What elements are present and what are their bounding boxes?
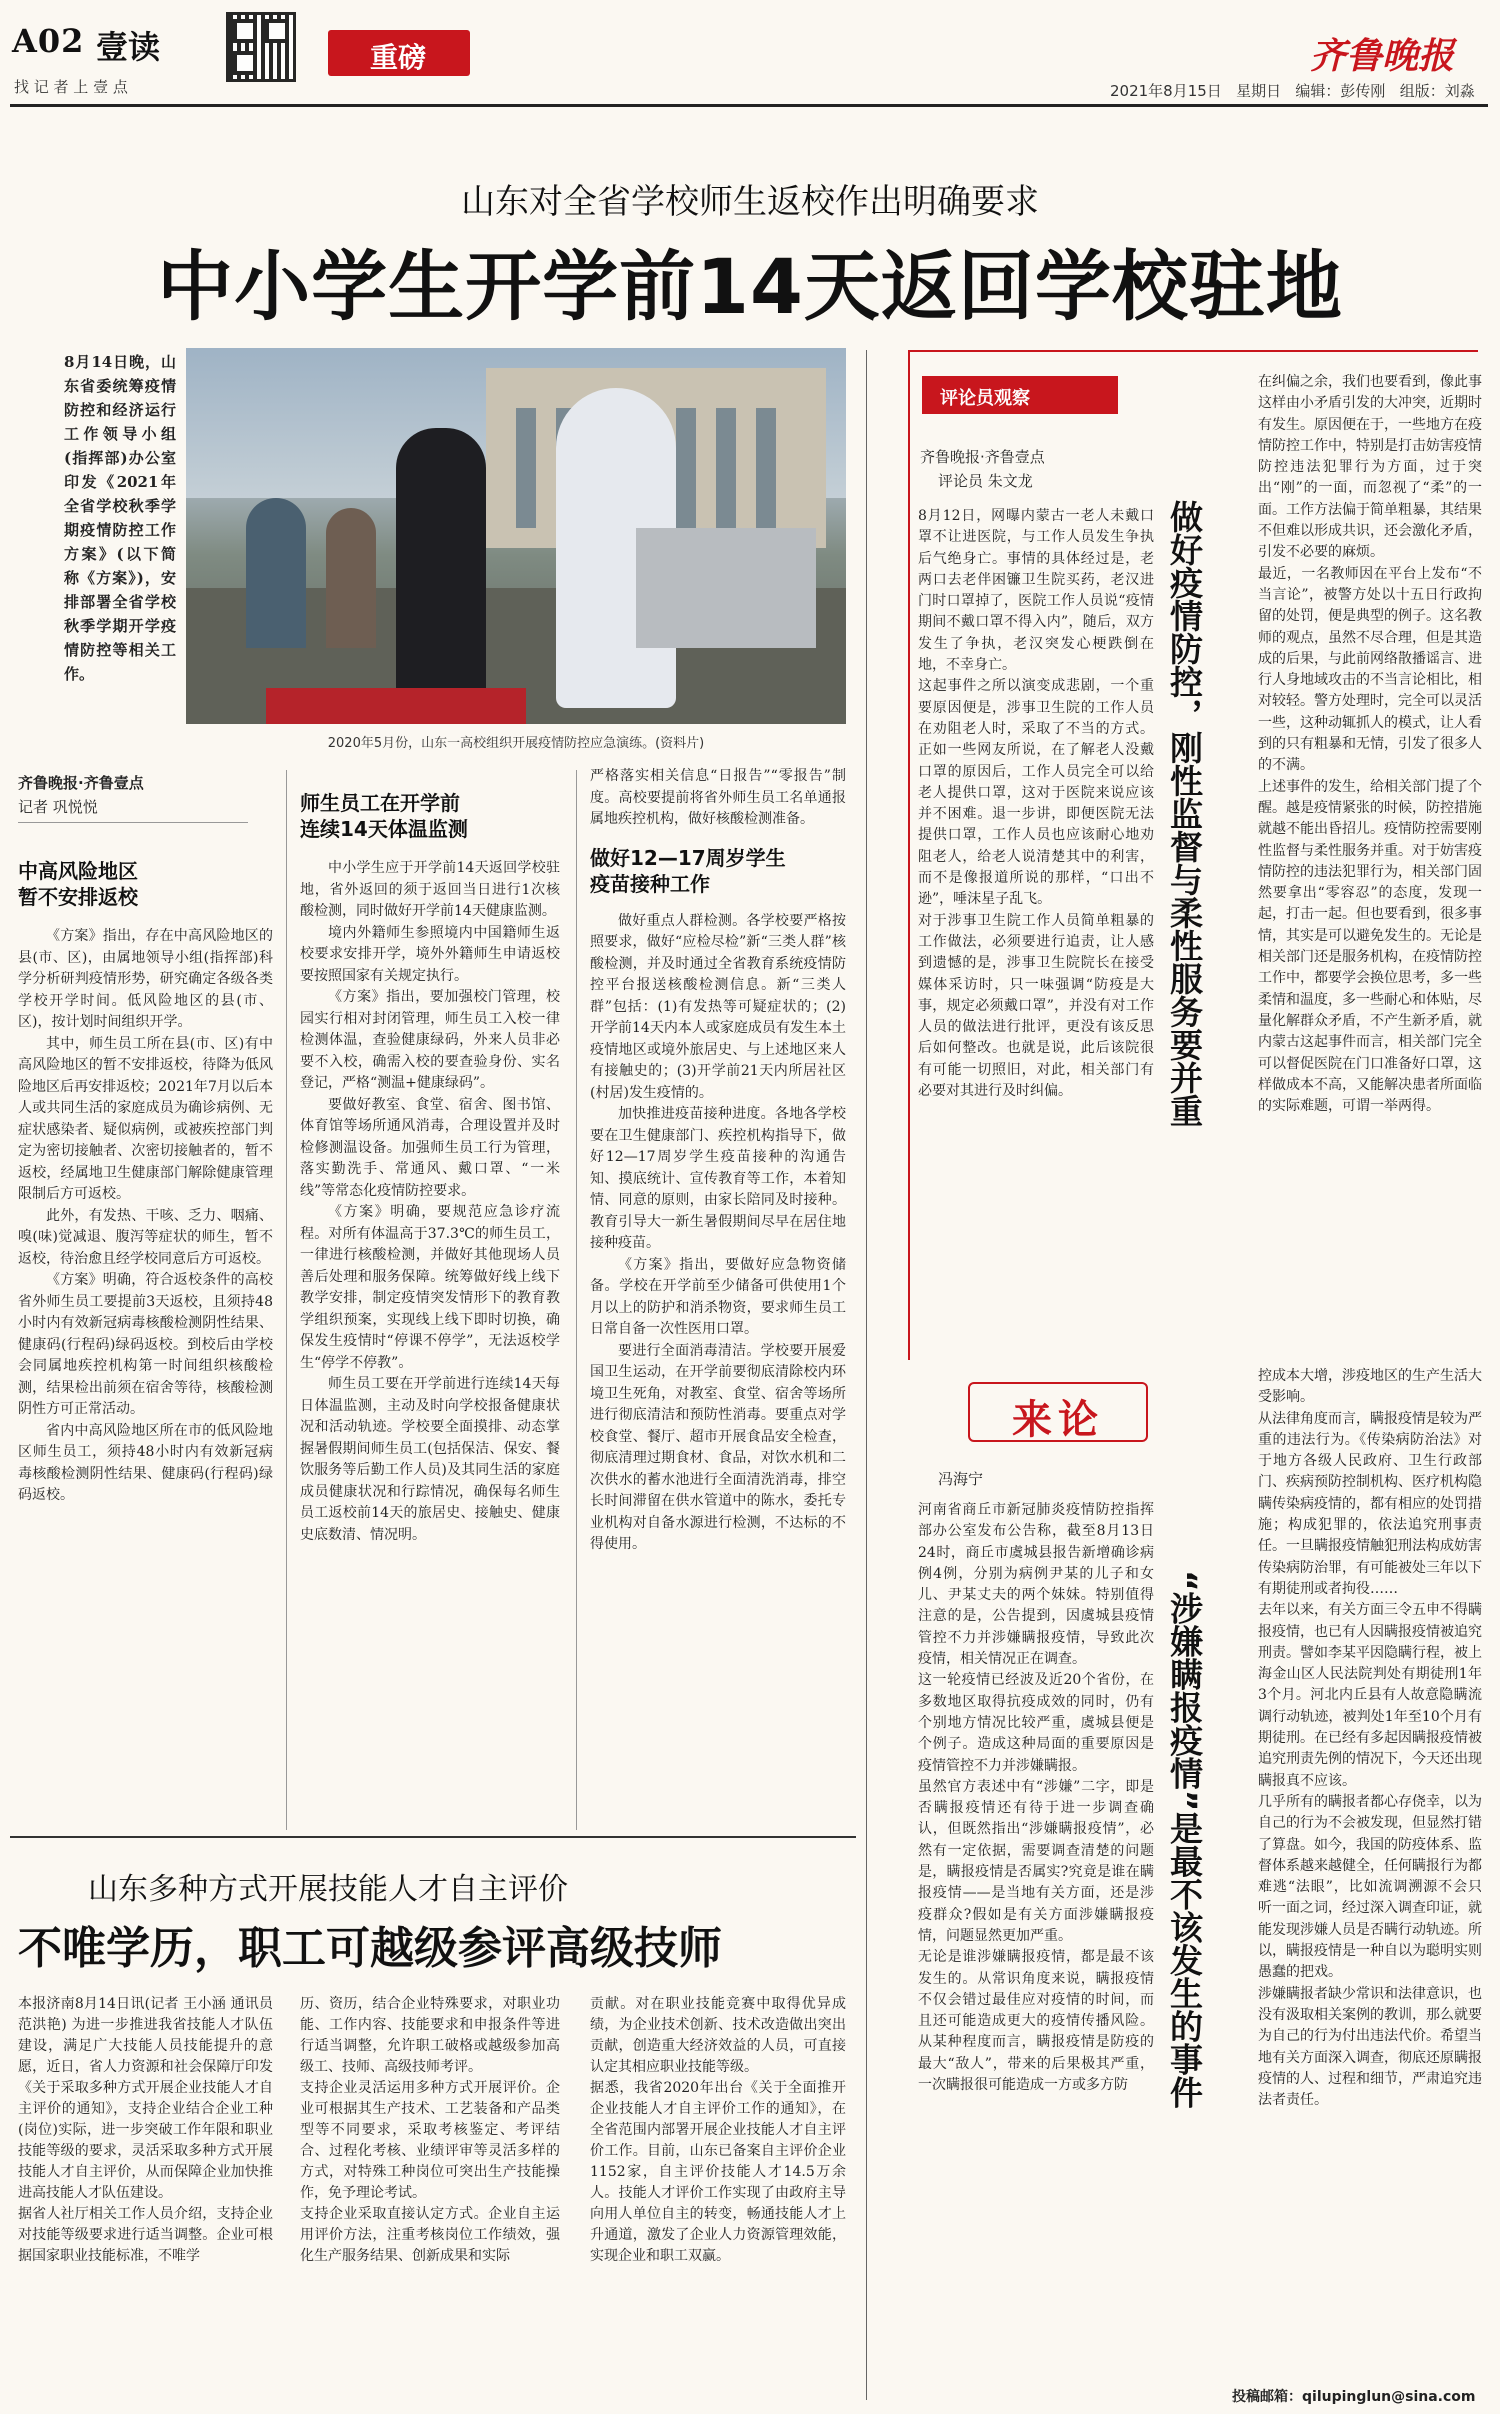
paragraph: 《方案》指出，要加强校门管理，校园实行相对封闭管理，师生员工入校一律检测体温，查验健康绿码，外来人员非必要不入校，确需入校的要查验身份、实名登记，严格“测温+健康绿码”。 bbox=[300, 989, 560, 1091]
lailun-byline: 冯海宁 bbox=[938, 1470, 984, 1488]
byline-rule bbox=[18, 822, 248, 823]
page-divider bbox=[866, 350, 867, 2400]
lead-byline-1: 齐鲁晚报·齐鲁壹点 bbox=[18, 774, 144, 792]
header-rule bbox=[10, 104, 1488, 107]
skills-headline: 不唯学历，职工可越级参评高级技师 bbox=[18, 1923, 722, 1974]
lailun-contact: 投稿邮箱：qilupinglun@sina.com bbox=[1232, 2389, 1476, 2405]
paragraph: 省内中高风险地区所在市的低风险地区师生员工，须持48小时内有效新冠病毒核酸检测阴性结果、健康码(行程码)绿码返校。 bbox=[18, 1422, 273, 1503]
paragraph: 加快推进疫苗接种进度。各地各学校要在卫生健康部门、疾控机构指导下，做好12—17周岁学生疫苗接种的沟通告知、摸底统计、宣传教育等工作，本着知情、同意的原则，由家长陪同及时接种。教育引导大一新生暑假期间尽早在居住地接种疫苗。 bbox=[590, 1106, 846, 1251]
section-tag-label: 重磅 bbox=[369, 41, 426, 74]
lead-column-3 bbox=[590, 766, 846, 1556]
lailun-title: “涉嫌瞒报疫情”是最不该发生的事件 bbox=[1165, 1570, 1204, 2109]
photo-caption: 2020年5月份，山东一高校组织开展疫情防控应急演练。(资料片) bbox=[327, 736, 705, 751]
page-code: A02 bbox=[12, 22, 85, 60]
lead-photo bbox=[186, 348, 846, 724]
lead-headline: 中小学生开学前14天返回学校驻地 bbox=[157, 242, 1343, 331]
paragraph: 《方案》指出，要做好应急物资储备。学校在开学前至少储备可供使用1个月以上的防护和消杀物资，要求师生员工日常自备一次性医用口罩。 bbox=[590, 1256, 846, 1337]
subhead-temperature: 师生员工在开学前 连续14天体温监测 bbox=[300, 791, 468, 841]
lailun-column-2: 控成本大增，涉疫地区的生产生活大受影响。 从法律角度而言，瞒报疫情是较为严重的违法行为。《传染病防治法》对于地方各级人民政府、卫生行政部门、疾病预防控制机构、医疗机构隐瞒传染病疫情的，都有相应的处罚措施；构成犯罪的，依法追究刑事责任。一旦瞒报疫情触犯刑法构成妨害传染病防治罪，有可能被处三年以下有期徒刑或者拘役…… 去年以来，有关方面三令五申不得瞒报疫情，也已有人因瞒报疫情被追究刑责。譬如李某平因隐瞒行程，被上海金山区人民法院判处有期徒刑1年3个月。河北内丘县有人故意隐瞒流调行动轨迹，被判处1年至10个月有期徒刑。在已经有多起因瞒报疫情被追究刑责先例的情况下，今天还出现瞒报真不应该。 几乎所有的瞒报者都心存侥幸，以为自己的行为不会被发现，但显然打错了算盘。如今，我国的防疫体系、监督体系越来越健全，任何瞒报行为都难逃“法眼”，比如流调溯源不会只听一面之词，经过深入调查印证，就能发现涉嫌人员是否瞒行动轨迹。所以，瞒报疫情是一种自以为聪明实则愚蠢的把戏。 涉嫌瞒报者缺少常识和法律意识，也没有汲取相关案例的教训，那么就要为自己的行为付出违法代价。希望当地有关方面深入调查，彻底还原瞒报疫情的人、过程和细节，严肃追究违法者责任。 bbox=[1258, 1368, 1482, 2109]
paragraph: 此外，有发热、干咳、乏力、咽痛、嗅(味)觉减退、腹泻等症状的师生，暂不返校，待治愈且经学校同意后方可返校。 bbox=[18, 1207, 273, 1267]
header-info: 2021年8月15日 星期日 编辑：彭传刚 组版：刘淼 bbox=[1110, 82, 1475, 100]
paragraph: 严格落实相关信息“日报告”“零报告”制度。高校要提前将省外师生员工名单通报属地疾控机构，做好核酸检测准备。 bbox=[590, 768, 846, 827]
subhead-vaccination: 做好12—17周岁学生 疫苗接种工作 bbox=[590, 845, 786, 896]
lead-kicker: 山东对全省学校师生返校作出明确要求 bbox=[461, 182, 1039, 222]
lead-intro: 8月14日晚，山东省委统筹疫情防控和经济运行工作领导小组(指挥部)办公室印发《2021年全省学校秋季学期疫情防控工作方案》(以下简称《方案》)，安排部署全省学校秋季学期开学疫情防控等相关工作。 bbox=[64, 353, 176, 683]
commentary-badge-label: 评论员观察 bbox=[940, 388, 1030, 409]
subhead-risk-areas: 中高风险地区 暂不安排返校 bbox=[18, 859, 138, 909]
lailun-column-1: 河南省商丘市新冠肺炎疫情防控指挥部办公室发布公告称，截至8月13日24时，商丘市虞城县报告新增确诊病例4例，分别为病例尹某的儿子和女儿、尹某丈夫的两个妹妹。特别值得注意的是，公告提到，因虞城县疫情管控不力并涉嫌瞒报疫情，导致此次疫情，相关情况正在调查。 这一轮疫情已经波及近20个省份，在多数地区取得抗疫成效的同时，仍有个别地方情况比较严重，虞城县便是个例子。造成这种局面的重要原因是疫情管控不力并涉嫌瞒报。 虽然官方表述中有“涉嫌”二字，即是否瞒报疫情还有待于进一步调查确认，但既然指出“涉嫌瞒报疫情”，必然有一定依据，需要调查清楚的问题是，瞒报疫情是否属实?究竟是谁在瞒报疫情——是当地有关方面，还是涉疫群众?假如是有关方面涉嫌瞒报疫情，问题显然更加严重。 无论是谁涉嫌瞒报疫情，都是最不该发生的。从常识角度来说，瞒报疫情不仅会错过最佳应对疫情的时间，而且还可能造成更大的疫情传播风险。从某种程度而言，瞒报疫情是防疫的最大“敌人”，带来的后果极其严重，一次瞒报很可能造成一方或多方防 bbox=[918, 1502, 1154, 2094]
story-separator bbox=[10, 1836, 856, 1838]
skills-kicker: 山东多种方式开展技能人才自主评价 bbox=[88, 1872, 568, 1907]
commentary-title: 做好疫情防控，刚性监督与柔性服务要并重 bbox=[1165, 500, 1204, 1127]
paragraph: 《方案》明确，符合返校条件的高校省外师生员工要提前3天返校，且须持48小时内有效新冠病毒核酸检测阴性结果、健康码(行程码)绿码返校。到校后由学校会同属地疾控机构第一时间组织核酸检测，结果检出前须在宿舍等待，核酸检测阴性方可正常活动。 bbox=[18, 1272, 273, 1417]
qr-code-icon bbox=[226, 12, 296, 82]
paragraph: 境内外籍师生参照境内中国籍师生返校要求安排开学，境外外籍师生申请返校要按照国家有关规定执行。 bbox=[300, 924, 560, 984]
skills-column-1: 本报济南8月14日讯(记者 王小涵 通讯员 范洪艳) 为进一步推进我省技能人才队伍建设，满足广大技能人员技能提升的意愿，近日，省人力资源和社会保障厅印发《关于采取多种方式开展企业技能人才自主评价的通知》，支持企业结合企业工种(岗位)实际，进一步突破工作年限和职业技能等级的要求，灵活采取多种方式开展技能人才自主评价，从而保障企业加快推进高技能人才队伍建设。 据省人社厅相关工作人员介绍，支持企业对技能等级要求进行适当调整。企业可根据国家职业技能标准，不唯学 bbox=[18, 1996, 273, 2264]
commentary-column-2: 在纠偏之余，我们也要看到，像此事这样由小矛盾引发的大冲突，近期时有发生。原因便在于，一些地方在疫情防控工作中，特别是打击妨害疫情防控违法犯罪行为方面，过于突出“刚”的一面，而忽视了“柔”的一面。工作方法偏于简单粗暴，其结果不但难以形成共识，还会激化矛盾，引发不必要的麻烦。 最近，一名教师因在平台上发布“不当言论”，被警方处以十五日行政拘留的处罚，便是典型的例子。这名教师的观点，虽然不尽合理，但是其造成的后果，与此前网络散播谣言、进行人身地域攻击的不当言论相比，相对较轻。警方处理时，完全可以灵活一些，这种动辄抓人的模式，让人看到的只有粗暴和无情，引发了很多人的不满。 上述事件的发生，给相关部门提了个醒。越是疫情紧张的时候，防控措施就越不能出昏招儿。疫情防控需要刚性监督与柔性服务并重。对于妨害疫情防控的违法犯罪行为，相关部门固然要拿出“零容忍”的态度，发现一起，打击一起。但也要看到，很多事情，其实是可以避免发生的。无论是相关部门还是服务机构，在疫情防控工作中，都要学会换位思考，多一些柔情和温度，多一些耐心和体贴，尽量化解群众矛盾，不产生新矛盾，就内蒙古这起事件而言，相关部门完全可以督促医院在门口准备好口罩，这样做成本不高，又能解决患者所面临的实际难题，可谓一举两得。 bbox=[1258, 374, 1482, 1115]
paragraph: 《方案》明确，要规范应急诊疗流程。对所有体温高于37.3℃的师生员工，一律进行核酸检测，并做好其他现场人员善后处理和服务保障。统筹做好线上线下教学安排，制定疫情突发情形下的教育教学组织预案，实现线上线下即时切换，确保发生疫情时“停课不停学”，无法返校学生“停学不停教”。 bbox=[300, 1204, 560, 1371]
skills-column-3: 贡献。对在职业技能竞赛中取得优异成绩，为企业技术创新、技术改造做出突出贡献，创造重大经济效益的人员，可直接认定其相应职业技能等级。 据悉，我省2020年出台《关于全面推开企业技能人才自主评价工作的通知》，在全省范围内部署开展企业技能人才自主评价工作。目前，山东已备案自主评价企业1152家，自主评价技能人才14.5万余人。技能人才评价工作实现了由政府主导向用人单位自主的转变，畅通技能人才上升通道，激发了企业人力资源管理效能，实现企业和职工双赢。 bbox=[590, 1996, 846, 2264]
commentary-byline-2: 评论员 朱文龙 bbox=[938, 472, 1033, 490]
commentary-byline-1: 齐鲁晚报·齐鲁壹点 bbox=[920, 448, 1045, 466]
skills-column-2: 历、资历，结合企业特殊要求，对职业功能、工作内容、技能要求和申报条件等进行适当调整，允许职工破格或越级参加高级工、技师、高级技师考评。 支持企业灵活运用多种方式开展评价。企业可根据其生产技术、工艺装备和产品类型等不同要求，采取考核鉴定、考评结合、过程化考核、业绩评审等灵活多样的方式，对特殊工种岗位可突出生产技能操作，免予理论考试。 支持企业采取直接认定方式。企业自主运用评价方法，注重考核岗位工作绩效，强化生产服务结果、创新成果和实际 bbox=[300, 1996, 560, 2264]
column-divider bbox=[286, 770, 287, 1830]
lead-column-1 bbox=[18, 858, 273, 1507]
lead-column-2 bbox=[300, 790, 560, 1546]
paragraph: 《方案》指出，存在中高风险地区的县(市、区)，由属地领导小组(指挥部)科学分析研判疫情形势，研究确定各级各类学校开学时间。低风险地区的县(市、区)，按计划时间组织开学。 bbox=[18, 928, 273, 1030]
paragraph: 做好重点人群检测。各学校要严格按照要求，做好“应检尽检”新“三类人群”核酸检测，并及时通过全省教育系统疫情防控平台报送核酸检测信息。新“三类人群”包括：(1)有发热等可疑症状的；(2)开学前14天内本人或家庭成员有发生本土疫情地区或境外旅居史、与上述地区来人有接触史的；(3)开学前21天内所居社区(村居)发生疫情的。 bbox=[590, 912, 846, 1101]
paragraph: 其中，师生员工所在县(市、区)有中高风险地区的暂不安排返校，待降为低风险地区后再安排返校；2021年7月以后本人或共同生活的家庭成员为确诊病例、无症状感染者、疑似病例，或被疾控部门判定为密切接触者、次密切接触者的，暂不返校，经属地卫生健康部门解除健康管理限制后方可返校。 bbox=[18, 1035, 273, 1202]
paragraph: 中小学生应于开学前14天返回学校驻地，省外返回的须于返回当日进行1次核酸检测，同时做好开学前14天健康监测。 bbox=[300, 860, 560, 919]
section-name: 壹读 bbox=[96, 28, 161, 66]
lailun-badge-label: 来论 bbox=[1012, 1397, 1104, 1443]
column-divider bbox=[576, 770, 577, 1830]
lead-byline-2: 记者 巩悦悦 bbox=[18, 798, 98, 816]
commentary-column-1: 8月12日，网曝内蒙古一老人未戴口罩不让进医院，与工作人员发生争执后气绝身亡。事情的具体经过是，老两口去老伴困镰卫生院买药，老汉进门时口罩掉了，医院工作人员说“疫情期间不戴口罩不得入内”，随后，双方发生了争执，老汉突发心梗跌倒在地，不幸身亡。 这起事件之所以演变成悲剧，一个重要原因便是，涉事卫生院的工作人员在劝阻老人时，采取了不当的方式。正如一些网友所说，在了解老人没戴口罩的原因后，工作人员完全可以给老人提供口罩，这对于医院来说应该并不困难。退一步讲，即便医院无法提供口罩，工作人员也应该耐心地劝阻老人，给老人说清楚其中的利害，而不是像报道所说的那样，“口出不逊”，唾沫星子乱飞。 对于涉事卫生院工作人员简单粗暴的工作做法，必须要进行追责，让人感到遗憾的是，涉事卫生院院长在接受媒体采访时，只一味强调“防疫是大事，规定必须戴口罩”，并没有对工作人员的做法进行批评，更没有该反思后如何整改。也就是说，此后该院很有可能一切照旧，对此，相关部门有必要对其进行及时纠偏。 bbox=[918, 508, 1154, 1100]
paragraph: 师生员工要在开学前进行连续14天每日体温监测，主动及时向学校报备健康状况和活动轨迹。学校要全面摸排、动态掌握暑假期间师生员工(包括保洁、保安、餐饮服务等后勤工作人员)及其同生活的家庭成员健康状况和行踪情况，确保每名师生员工返校前14天的旅居史、接触史、健康史底数清、情况明。 bbox=[300, 1376, 560, 1543]
paragraph: 要做好教室、食堂、宿舍、图书馆、体育馆等场所通风消毒，合理设置并及时检修测温设备。加强师生员工行为管理，落实勤洗手、常通风、戴口罩、“一米线”等常态化疫情防控要求。 bbox=[300, 1096, 560, 1199]
paragraph: 要进行全面消毒清洁。学校要开展爱国卫生运动，在开学前要彻底清除校内环境卫生死角，对教室、食堂、宿舍等场所进行彻底清洁和预防性消毒。要重点对学校食堂、餐厅、超市开展食品安全检查，彻底清理过期食材、食品，对饮水机和二次供水的蓄水池进行全面清洗消毒，排空长时间滞留在供水管道中的陈水，委托专业机构对自备水源进行检测，不达标的不得使用。 bbox=[590, 1342, 846, 1552]
header-slogan: 找 记 者 上 壹 点 bbox=[14, 78, 128, 96]
masthead-logo: 齐鲁晚报 bbox=[1310, 35, 1455, 77]
